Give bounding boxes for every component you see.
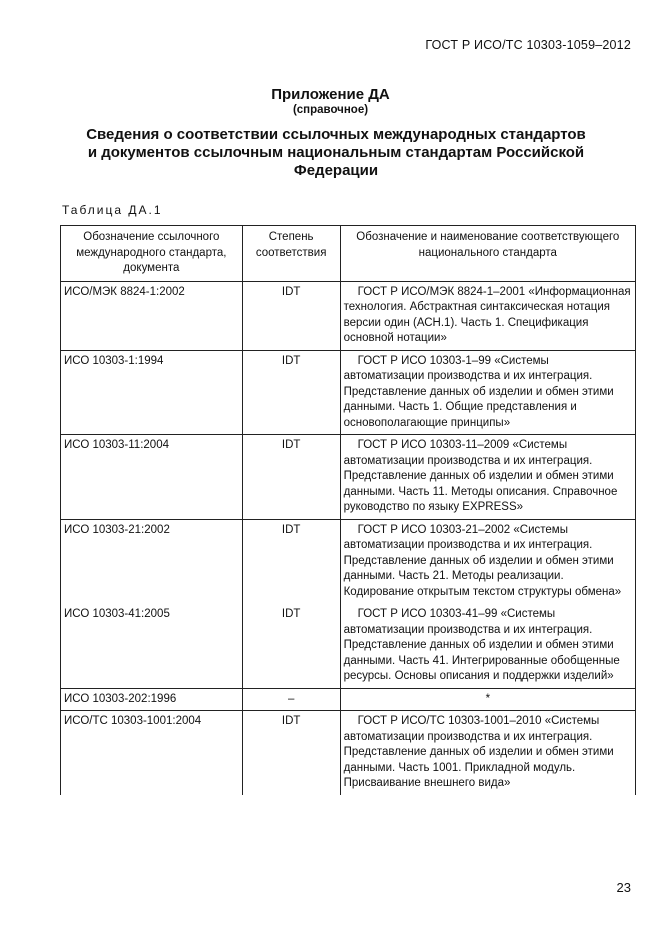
- ref-cell: ИСО 10303-202:1996: [61, 688, 243, 711]
- degree-cell: IDT: [242, 603, 340, 688]
- column-header-degree: Степень соответствия: [242, 226, 340, 282]
- column-header-ref: Обозначение ссылочного международного стандарта, документа: [61, 226, 243, 282]
- table-row: [61, 435, 636, 520]
- table-caption: Таблица ДА.1: [62, 203, 163, 217]
- appendix-heading: Сведения о соответствии ссылочных международных стандартов и документов ссылочным национальным стандартам Российской Федерации: [86, 126, 586, 179]
- document-code: ГОСТ Р ИСО/ТС 10303-1059–2012: [425, 38, 631, 52]
- national-standard-cell: ГОСТ Р ИСО/МЭК 8824-1–2001 «Информационная технология. Абстрактная синтаксическая нотация версии один (АСН.1). Часть 1. Спецификация основной нотации»: [340, 281, 635, 350]
- national-standard-cell: ГОСТ Р ИСО/ТС 10303-1001–2010 «Системы автоматизации производства и их интеграция. Представление данных об изделии и обмен этими данными. Часть 1001. Прикладной модуль. Присваивание внешнего вида»: [340, 711, 635, 795]
- appendix-subtitle: (справочное): [292, 104, 369, 116]
- table-row: [61, 350, 636, 435]
- degree-cell: IDT: [242, 350, 340, 435]
- national-standard-cell: ГОСТ Р ИСО 10303-1–99 «Системы автоматизации производства и их интеграция. Представление данных об изделии и обмен этими данными. Часть 1. Общие представления и основополагающие принципы»: [340, 350, 635, 435]
- degree-cell: –: [242, 688, 340, 711]
- degree-cell: IDT: [242, 281, 340, 350]
- ref-cell: ИСО/ТС 10303-1001:2004: [61, 711, 243, 795]
- degree-cell: IDT: [242, 519, 340, 603]
- ref-cell: ИСО 10303-21:2002: [61, 519, 243, 603]
- column-header-national: Обозначение и наименование соответствующего национального стандарта: [340, 226, 635, 282]
- table-row: [61, 519, 636, 603]
- appendix-title: Приложение ДА: [271, 86, 390, 103]
- table-row: [61, 711, 636, 795]
- standards-table: [60, 225, 636, 795]
- table-row: [61, 281, 636, 350]
- ref-cell: ИСО 10303-41:2005: [61, 603, 243, 688]
- national-standard-cell: ГОСТ Р ИСО 10303-21–2002 «Системы автоматизации производства и их интеграция. Представление данных об изделии и обмен этими данными. Часть 21. Методы реализации. Кодирование открытым текстом структуры обмена»: [340, 519, 635, 603]
- ref-cell: ИСО 10303-1:1994: [61, 350, 243, 435]
- table-header-row: [61, 226, 636, 282]
- ref-cell: ИСО 10303-11:2004: [61, 435, 243, 520]
- national-standard-cell: *: [340, 688, 635, 711]
- degree-cell: IDT: [242, 435, 340, 520]
- national-standard-cell: ГОСТ Р ИСО 10303-11–2009 «Системы автоматизации производства и их интеграция. Представление данных об изделии и обмен этими данными. Часть 11. Методы описания. Справочное руководство по языку EXPRESS»: [340, 435, 635, 520]
- national-standard-cell: ГОСТ Р ИСО 10303-41–99 «Системы автоматизации производства и их интеграция. Представление данных об изделии и обмен этими данными. Часть 41. Интегрированные обобщенные ресурсы. Основы описания и поддержки изделий»: [340, 603, 635, 688]
- degree-cell: IDT: [242, 711, 340, 795]
- ref-cell: ИСО/МЭК 8824-1:2002: [61, 281, 243, 350]
- table-row: [61, 688, 636, 711]
- page-number: 23: [616, 880, 631, 895]
- table-row: [61, 603, 636, 688]
